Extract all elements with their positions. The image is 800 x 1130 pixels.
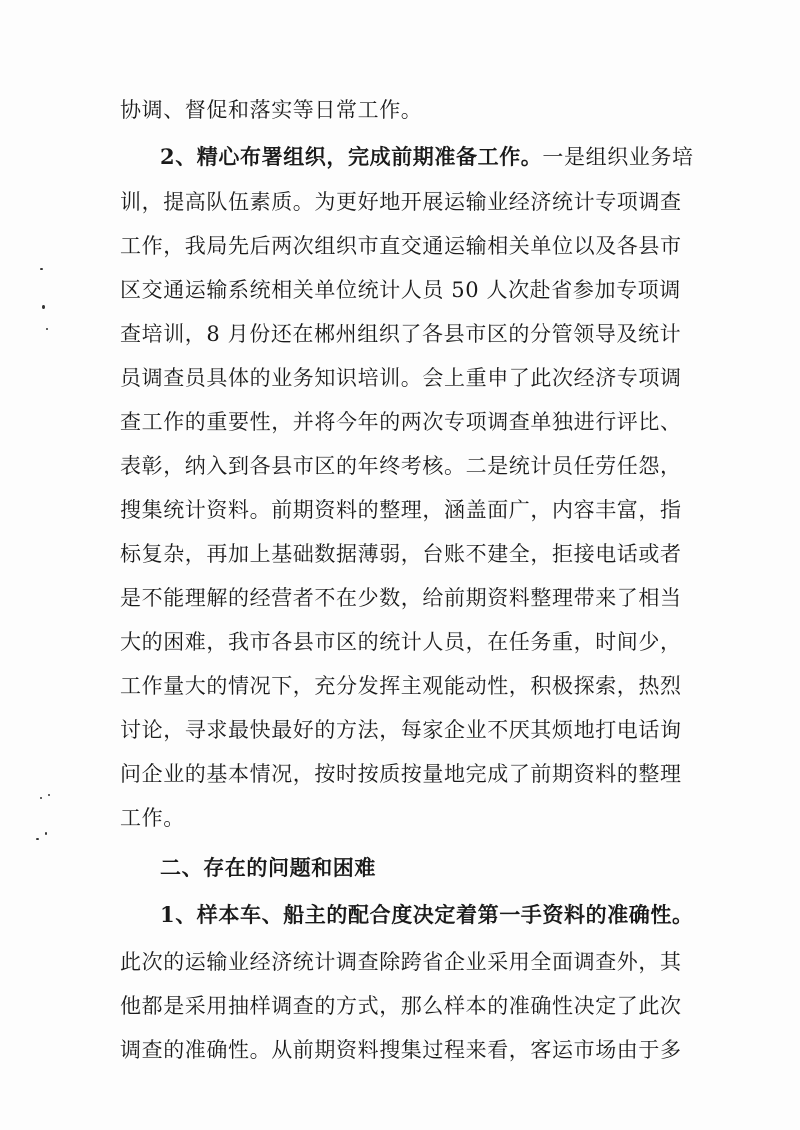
scan-speck (36, 838, 39, 840)
scan-speck (40, 268, 43, 270)
paragraph-2-heading-line: 2、精心布署组织，完成前期准备工作。一是组织业务培 (160, 144, 694, 169)
text-line: 搜集统计资料。前期资料的整理，涵盖面广，内容丰富，指 (120, 498, 682, 522)
text-line: 问企业的基本情况，按时按质按量地完成了前期资料的整理 (120, 762, 682, 786)
section-heading: 2、精心布署组织，完成前期准备工作。 (160, 144, 543, 169)
scan-speck (42, 305, 45, 309)
text-line: 区交通运输系统相关单位统计人员 50 人次赴省参加专项调 (120, 278, 681, 302)
text-line: 此次的运输业经济统计调查除跨省企业采用全面调查外，其 (120, 950, 682, 974)
text-line: 协调、督促和落实等日常工作。 (120, 98, 423, 122)
text-line: 训，提高队伍素质。为更好地开展运输业经济统计专项调查 (120, 190, 682, 214)
text-line: 讨论，寻求最快最好的方法，每家企业不厌其烦地打电话询 (120, 718, 682, 742)
scan-speck (48, 794, 50, 796)
subsection-heading: 1、样本车、船主的配合度决定着第一手资料的准确性。 (160, 902, 694, 927)
text-line: 工作量大的情况下，充分发挥主观能动性，积极探索，热烈 (120, 674, 682, 698)
scan-speck (46, 328, 48, 330)
text-line: 表彰，纳入到各县市区的年终考核。二是统计员任劳任怨， (120, 454, 682, 478)
text-line: 他都是采用抽样调查的方式，那么样本的准确性决定了此次 (120, 994, 682, 1018)
text-line: 调查的准确性。从前期资料搜集过程来看，客运市场由于多 (120, 1038, 682, 1062)
text-line: 标复杂，再加上基础数据薄弱，台账不建全，拒接电话或者 (120, 542, 682, 566)
section-title: 二、存在的问题和困难 (160, 855, 376, 880)
text-line: 查工作的重要性，并将今年的两次专项调查单独进行评比、 (120, 410, 682, 434)
text-line: 工作。 (120, 806, 185, 830)
text-line: 员调查员具体的业务知识培训。会上重申了此次经济专项调 (120, 366, 682, 390)
text-line: 工作，我局先后两次组织市直交通运输相关单位以及各县市 (120, 234, 682, 258)
scan-speck (40, 797, 42, 799)
text-line: 是不能理解的经营者不在少数，给前期资料整理带来了相当 (120, 586, 682, 610)
text-line: 大的困难，我市各县市区的统计人员，在任务重，时间少， (120, 630, 682, 654)
text-line: 查培训，8 月份还在郴州组织了各县市区的分管领导及统计 (120, 322, 682, 346)
scan-speck (45, 832, 47, 835)
